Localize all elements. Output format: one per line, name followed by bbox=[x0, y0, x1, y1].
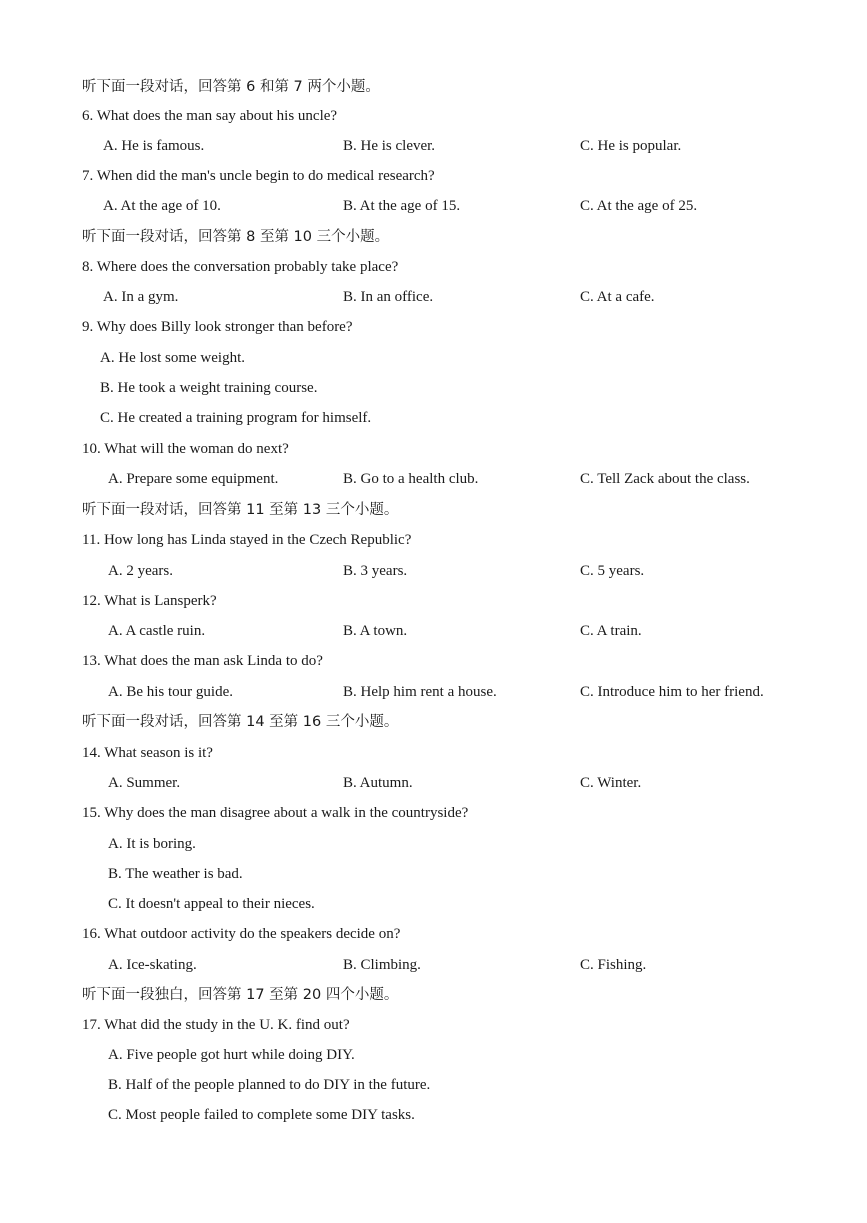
option-b: B. At the age of 15. bbox=[343, 198, 461, 214]
options-10 bbox=[0, 464, 867, 494]
options-7 bbox=[0, 191, 867, 221]
option-15a bbox=[0, 829, 867, 859]
options-12 bbox=[0, 616, 867, 646]
question-8 bbox=[0, 252, 867, 282]
question-10 bbox=[0, 434, 867, 464]
question-16 bbox=[0, 919, 867, 949]
option-17c bbox=[0, 1100, 867, 1130]
option-b: B. Climbing. bbox=[343, 957, 421, 973]
option-c: C. Winter. bbox=[580, 775, 642, 791]
option-17b bbox=[0, 1070, 867, 1100]
section-heading-text: 听下面一段对话，回答第 11 至第 13 三个小题。 bbox=[82, 502, 399, 518]
options-6 bbox=[0, 131, 867, 161]
option-c: C. At a cafe. bbox=[580, 289, 655, 305]
option-9b bbox=[0, 373, 867, 403]
option-a: A. In a gym. bbox=[103, 289, 179, 305]
option-b: B. 3 years. bbox=[343, 563, 408, 579]
question-15 bbox=[0, 798, 867, 828]
option-a: A. Be his tour guide. bbox=[108, 684, 233, 700]
option-b: B. The weather is bad. bbox=[108, 866, 243, 882]
option-a: A. Five people got hurt while doing DIY. bbox=[108, 1047, 355, 1063]
option-9a bbox=[0, 343, 867, 373]
option-c: C. At the age of 25. bbox=[580, 198, 698, 214]
section-heading-text: 听下面一段独白，回答第 17 至第 20 四个小题。 bbox=[82, 987, 399, 1003]
option-c: C. A train. bbox=[580, 623, 642, 639]
question-text: 10. What will the woman do next? bbox=[82, 441, 289, 457]
options-14 bbox=[0, 768, 867, 798]
option-b: B. A town. bbox=[343, 623, 408, 639]
question-6 bbox=[0, 101, 867, 131]
option-a: A. At the age of 10. bbox=[103, 198, 221, 214]
question-text: 15. Why does the man disagree about a walk in the countryside? bbox=[82, 805, 469, 821]
option-b: B. Go to a health club. bbox=[343, 471, 479, 487]
option-b: B. He took a weight training course. bbox=[100, 380, 318, 396]
question-text: 16. What outdoor activity do the speakers decide on? bbox=[82, 926, 401, 942]
question-text: 13. What does the man ask Linda to do? bbox=[82, 653, 323, 669]
option-15c bbox=[0, 889, 867, 919]
section-heading-17-20 bbox=[0, 980, 867, 1010]
options-16 bbox=[0, 950, 867, 980]
question-7 bbox=[0, 161, 867, 191]
question-text: 17. What did the study in the U. K. find out? bbox=[82, 1017, 350, 1033]
section-heading-text: 听下面一段对话，回答第 14 至第 16 三个小题。 bbox=[82, 714, 399, 730]
question-text: 11. How long has Linda stayed in the Czech Republic? bbox=[82, 532, 412, 548]
option-a: A. A castle ruin. bbox=[108, 623, 206, 639]
section-heading-6-7 bbox=[0, 72, 867, 102]
option-a: A. He is famous. bbox=[103, 138, 205, 154]
section-heading-text: 听下面一段对话，回答第 6 和第 7 两个小题。 bbox=[82, 79, 380, 95]
option-c: C. Fishing. bbox=[580, 957, 647, 973]
option-a: A. 2 years. bbox=[108, 563, 173, 579]
options-13 bbox=[0, 677, 867, 707]
option-b: B. Help him rent a house. bbox=[343, 684, 497, 700]
question-text: 7. When did the man's uncle begin to do medical research? bbox=[82, 168, 435, 184]
question-12 bbox=[0, 586, 867, 616]
option-a: A. It is boring. bbox=[108, 836, 196, 852]
option-a: A. He lost some weight. bbox=[100, 350, 245, 366]
option-b: B. Half of the people planned to do DIY in the future. bbox=[108, 1077, 431, 1093]
option-17a bbox=[0, 1040, 867, 1070]
question-text: 14. What season is it? bbox=[82, 745, 213, 761]
question-13 bbox=[0, 646, 867, 676]
option-15b bbox=[0, 859, 867, 889]
option-a: A. Summer. bbox=[108, 775, 181, 791]
option-c: C. He is popular. bbox=[580, 138, 682, 154]
question-17 bbox=[0, 1010, 867, 1040]
option-a: A. Prepare some equipment. bbox=[108, 471, 279, 487]
option-c: C. Tell Zack about the class. bbox=[580, 471, 750, 487]
options-11 bbox=[0, 556, 867, 586]
question-text: 9. Why does Billy look stronger than before? bbox=[82, 319, 353, 335]
option-c: C. Introduce him to her friend. bbox=[580, 684, 764, 700]
question-14 bbox=[0, 738, 867, 768]
option-c: C. He created a training program for himself. bbox=[100, 410, 372, 426]
question-text: 6. What does the man say about his uncle? bbox=[82, 108, 338, 124]
option-b: B. He is clever. bbox=[343, 138, 436, 154]
option-c: C. It doesn't appeal to their nieces. bbox=[108, 896, 315, 912]
section-heading-8-10 bbox=[0, 222, 867, 252]
question-text: 8. Where does the conversation probably take place? bbox=[82, 259, 399, 275]
section-heading-11-13 bbox=[0, 495, 867, 525]
option-b: B. Autumn. bbox=[343, 775, 413, 791]
question-text: 12. What is Lansperk? bbox=[82, 593, 217, 609]
section-heading-14-16 bbox=[0, 707, 867, 737]
question-9 bbox=[0, 312, 867, 342]
option-a: A. Ice-skating. bbox=[108, 957, 197, 973]
option-9c bbox=[0, 403, 867, 433]
section-heading-text: 听下面一段对话，回答第 8 至第 10 三个小题。 bbox=[82, 229, 390, 245]
option-c: C. 5 years. bbox=[580, 563, 645, 579]
question-11 bbox=[0, 525, 867, 555]
option-c: C. Most people failed to complete some DIY tasks. bbox=[108, 1107, 415, 1123]
options-8 bbox=[0, 282, 867, 312]
option-b: B. In an office. bbox=[343, 289, 434, 305]
